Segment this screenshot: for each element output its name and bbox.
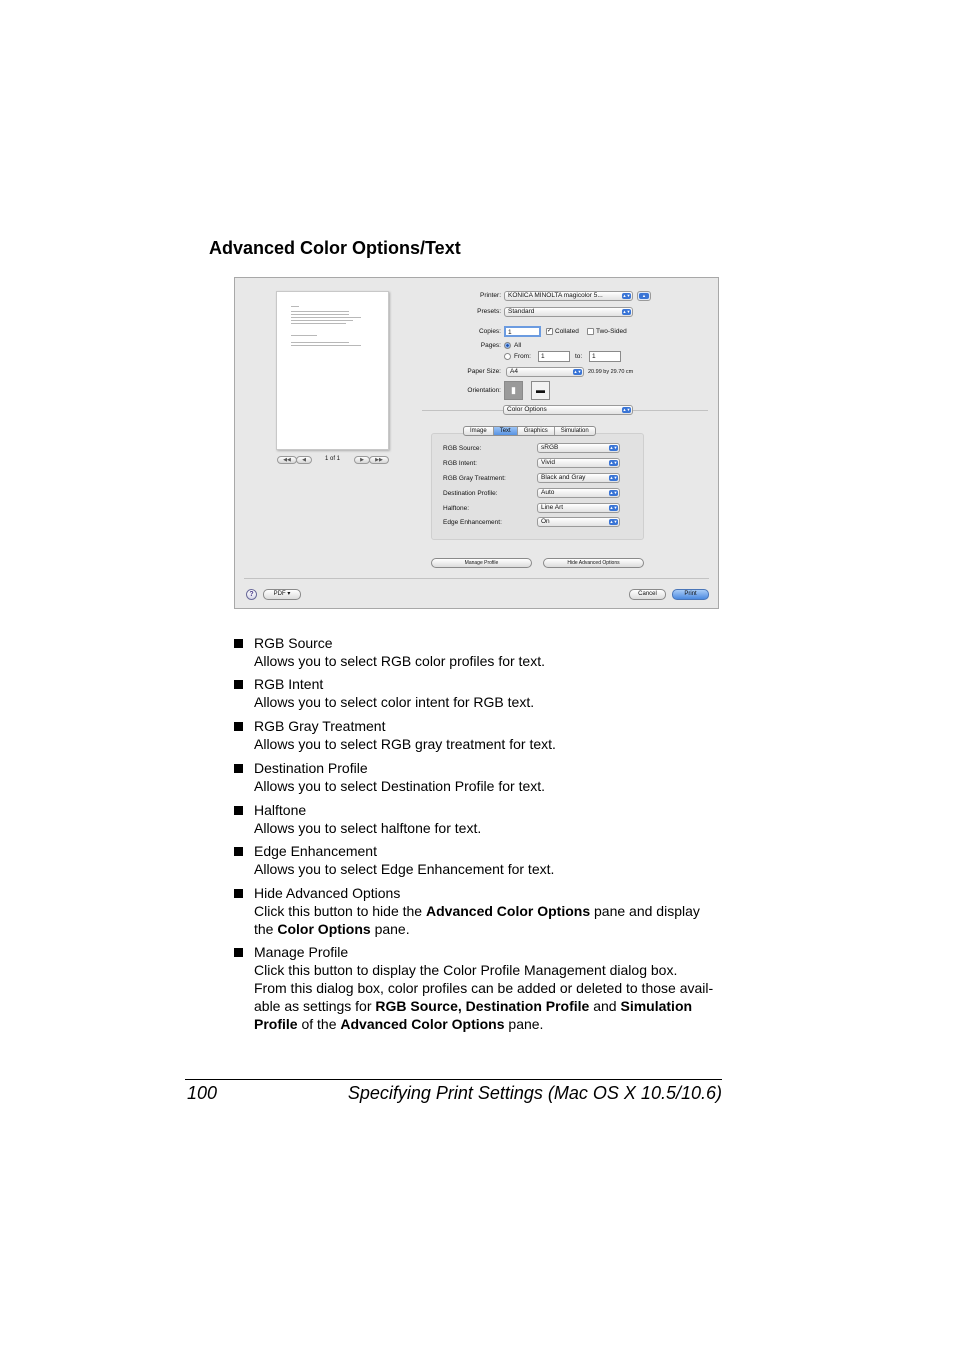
orientation-label: Orientation: bbox=[467, 387, 501, 394]
popup-arrows-icon: ▲▼ bbox=[573, 369, 582, 374]
rgb-gray-treatment-value: Black and Gray bbox=[541, 474, 586, 481]
bold-run: Color Options bbox=[277, 921, 371, 937]
pages-all-label: All bbox=[514, 342, 522, 349]
halftone-label: Halftone: bbox=[443, 505, 470, 512]
list-item-manage-profile bbox=[234, 943, 734, 1033]
edge-enhancement-label: Edge Enhancement: bbox=[443, 519, 502, 526]
bold-run: Simulation bbox=[620, 998, 693, 1014]
tab-simulation[interactable]: Simulation bbox=[560, 428, 589, 434]
paper-size-value: A4 bbox=[510, 368, 518, 375]
rgb-gray-treatment-popup[interactable] bbox=[537, 473, 620, 483]
list-item bbox=[234, 801, 734, 837]
item-desc bbox=[254, 920, 734, 938]
bold-run: Advanced Color Options bbox=[340, 1016, 505, 1032]
panel-popup-value: Color Options bbox=[507, 406, 547, 413]
page-number: 100 bbox=[187, 1083, 218, 1103]
rgb-source-label: RGB Source: bbox=[443, 445, 482, 452]
panel-popup[interactable] bbox=[503, 405, 633, 415]
print-dialog-screenshot bbox=[234, 277, 719, 609]
item-desc: Allows you to select RGB gray treatment for text. bbox=[254, 736, 556, 752]
pages-from-radio[interactable] bbox=[504, 353, 511, 360]
tab-text[interactable]: Text bbox=[494, 427, 518, 435]
popup-arrows-icon: ▲▼ bbox=[609, 490, 618, 495]
item-desc bbox=[254, 902, 734, 920]
bullet-icon bbox=[234, 948, 243, 957]
item-title: RGB Gray Treatment bbox=[254, 718, 386, 734]
rgb-intent-popup[interactable] bbox=[537, 458, 620, 468]
item-desc: Allows you to select RGB color profiles for text. bbox=[254, 653, 545, 669]
rgb-source-value: sRGB bbox=[541, 444, 559, 451]
pages-from-field[interactable]: 1 bbox=[538, 351, 570, 362]
popup-arrows-icon: ▲▼ bbox=[609, 475, 618, 480]
item-desc: From this dialog box, color profiles can be added or deleted to those avail- bbox=[254, 980, 714, 996]
print-button[interactable]: Print bbox=[672, 589, 709, 600]
first-page-button[interactable]: ◀◀ bbox=[277, 456, 297, 464]
pages-label: Pages: bbox=[480, 342, 501, 349]
text-run: the bbox=[254, 921, 278, 937]
list-item bbox=[234, 759, 734, 795]
bullet-icon bbox=[234, 639, 243, 648]
paper-size-popup[interactable] bbox=[506, 367, 584, 377]
last-page-button[interactable]: ▶▶ bbox=[369, 456, 389, 464]
popup-arrows-icon: ▲▼ bbox=[609, 519, 618, 524]
item-desc: Allows you to select Edge Enhancement for text. bbox=[254, 861, 555, 877]
section-title: Advanced Color Options/Text bbox=[209, 238, 461, 258]
destination-profile-popup[interactable] bbox=[537, 488, 620, 498]
footer-title: Specifying Print Settings (Mac OS X 10.5/10.6) bbox=[347, 1083, 722, 1103]
item-title: Halftone bbox=[254, 802, 307, 818]
pdf-button[interactable]: PDF ▾ bbox=[263, 589, 301, 600]
halftone-value: Line Art bbox=[541, 504, 564, 511]
item-desc: Allows you to select halftone for text. bbox=[254, 820, 482, 836]
copies-label: Copies: bbox=[478, 328, 501, 335]
item-title: Destination Profile bbox=[254, 760, 368, 776]
destination-profile-label: Destination Profile: bbox=[443, 490, 498, 497]
list-item bbox=[234, 717, 734, 753]
tab-image[interactable]: Image bbox=[464, 427, 494, 435]
paper-size-label: Paper Size: bbox=[467, 368, 501, 375]
prev-page-button[interactable]: ◀ bbox=[296, 456, 312, 464]
bold-run: Profile bbox=[254, 1016, 298, 1032]
text-run: of the bbox=[297, 1016, 341, 1032]
footer-rule bbox=[185, 1079, 722, 1080]
list-item bbox=[234, 675, 734, 711]
hide-advanced-options-button[interactable]: Hide Advanced Options bbox=[543, 558, 644, 568]
popup-arrows-icon: ▲▼ bbox=[622, 407, 631, 412]
portrait-orientation-icon[interactable]: ▮ bbox=[504, 381, 523, 400]
page-counter: 1 of 1 bbox=[325, 456, 341, 462]
help-icon[interactable]: ? bbox=[246, 589, 257, 600]
next-page-button[interactable]: ▶ bbox=[354, 456, 370, 464]
text-run: pane and display bbox=[590, 903, 700, 919]
bullet-icon bbox=[234, 764, 243, 773]
bullet-icon bbox=[234, 847, 243, 856]
item-title: Edge Enhancement bbox=[254, 843, 377, 859]
copies-field[interactable]: 1 bbox=[504, 326, 541, 337]
list-item bbox=[234, 634, 734, 670]
presets-label: Presets: bbox=[477, 308, 501, 315]
item-desc bbox=[254, 1015, 734, 1033]
two-sided-label: Two-Sided bbox=[596, 328, 627, 335]
paper-dimensions: 20.99 by 29.70 cm bbox=[588, 369, 634, 375]
rgb-intent-label: RGB Intent: bbox=[443, 460, 477, 467]
disclosure-triangle-icon: ▲ bbox=[639, 293, 649, 299]
disclosure-button[interactable] bbox=[637, 291, 651, 301]
bold-run: RGB Source, Destination Profile bbox=[375, 998, 590, 1014]
rgb-intent-value: Vivid bbox=[541, 459, 555, 466]
popup-arrows-icon: ▲▼ bbox=[609, 445, 618, 450]
popup-arrows-icon: ▲▼ bbox=[622, 293, 631, 298]
text-run: able as settings for bbox=[254, 998, 376, 1014]
rgb-gray-treatment-label: RGB Gray Treatment: bbox=[443, 475, 506, 482]
list-item-hide-advanced bbox=[234, 884, 734, 938]
separator bbox=[244, 578, 709, 579]
pages-to-field[interactable]: 1 bbox=[589, 351, 621, 362]
popup-arrows-icon: ▲▼ bbox=[609, 505, 618, 510]
presets-value: Standard bbox=[508, 308, 535, 315]
text-run: pane. bbox=[370, 921, 410, 937]
pages-all-radio[interactable] bbox=[504, 342, 511, 349]
tab-bar bbox=[463, 426, 596, 436]
pages-to-label: to: bbox=[575, 353, 583, 360]
presets-popup[interactable] bbox=[504, 307, 633, 317]
bullet-icon bbox=[234, 680, 243, 689]
item-title: Hide Advanced Options bbox=[254, 885, 401, 901]
printer-label: Printer: bbox=[480, 292, 501, 299]
printer-popup[interactable] bbox=[504, 291, 633, 301]
edge-enhancement-value: On bbox=[541, 518, 550, 525]
item-desc: Allows you to select color intent for RGB text. bbox=[254, 694, 535, 710]
printer-value: KONICA MINOLTA magicolor 5... bbox=[508, 292, 603, 299]
text-run: pane. bbox=[504, 1016, 544, 1032]
item-title: Manage Profile bbox=[254, 944, 349, 960]
edge-enhancement-popup[interactable] bbox=[537, 517, 620, 527]
item-desc bbox=[254, 997, 734, 1015]
cancel-button[interactable]: Cancel bbox=[629, 589, 666, 600]
rgb-source-popup[interactable] bbox=[537, 443, 620, 453]
list-item bbox=[234, 842, 734, 878]
bullet-icon bbox=[234, 889, 243, 898]
destination-profile-value: Auto bbox=[541, 489, 555, 496]
item-title: RGB Intent bbox=[254, 676, 324, 692]
popup-arrows-icon: ▲▼ bbox=[609, 460, 618, 465]
landscape-orientation-icon[interactable]: ▬ bbox=[531, 381, 550, 400]
bullet-icon bbox=[234, 722, 243, 731]
item-desc: Allows you to select Destination Profile for text. bbox=[254, 778, 546, 794]
pages-from-label: From: bbox=[514, 353, 531, 360]
manage-profile-button[interactable]: Manage Profile bbox=[431, 558, 532, 568]
tab-graphics[interactable]: Graphics bbox=[518, 427, 555, 435]
bullet-icon bbox=[234, 806, 243, 815]
popup-arrows-icon: ▲▼ bbox=[622, 309, 631, 314]
collated-checkbox[interactable]: ✓ bbox=[547, 328, 553, 334]
item-title: RGB Source bbox=[254, 635, 333, 651]
text-run: Click this button to hide the bbox=[254, 903, 426, 919]
page-preview bbox=[276, 291, 389, 450]
bold-run: Advanced Color Options bbox=[426, 903, 591, 919]
text-run: and bbox=[589, 998, 621, 1014]
item-desc: Click this button to display the Color Profile Management dialog box. bbox=[254, 962, 678, 978]
two-sided-checkbox[interactable] bbox=[587, 328, 594, 335]
collated-label: Collated bbox=[555, 328, 579, 335]
halftone-popup[interactable] bbox=[537, 503, 620, 513]
